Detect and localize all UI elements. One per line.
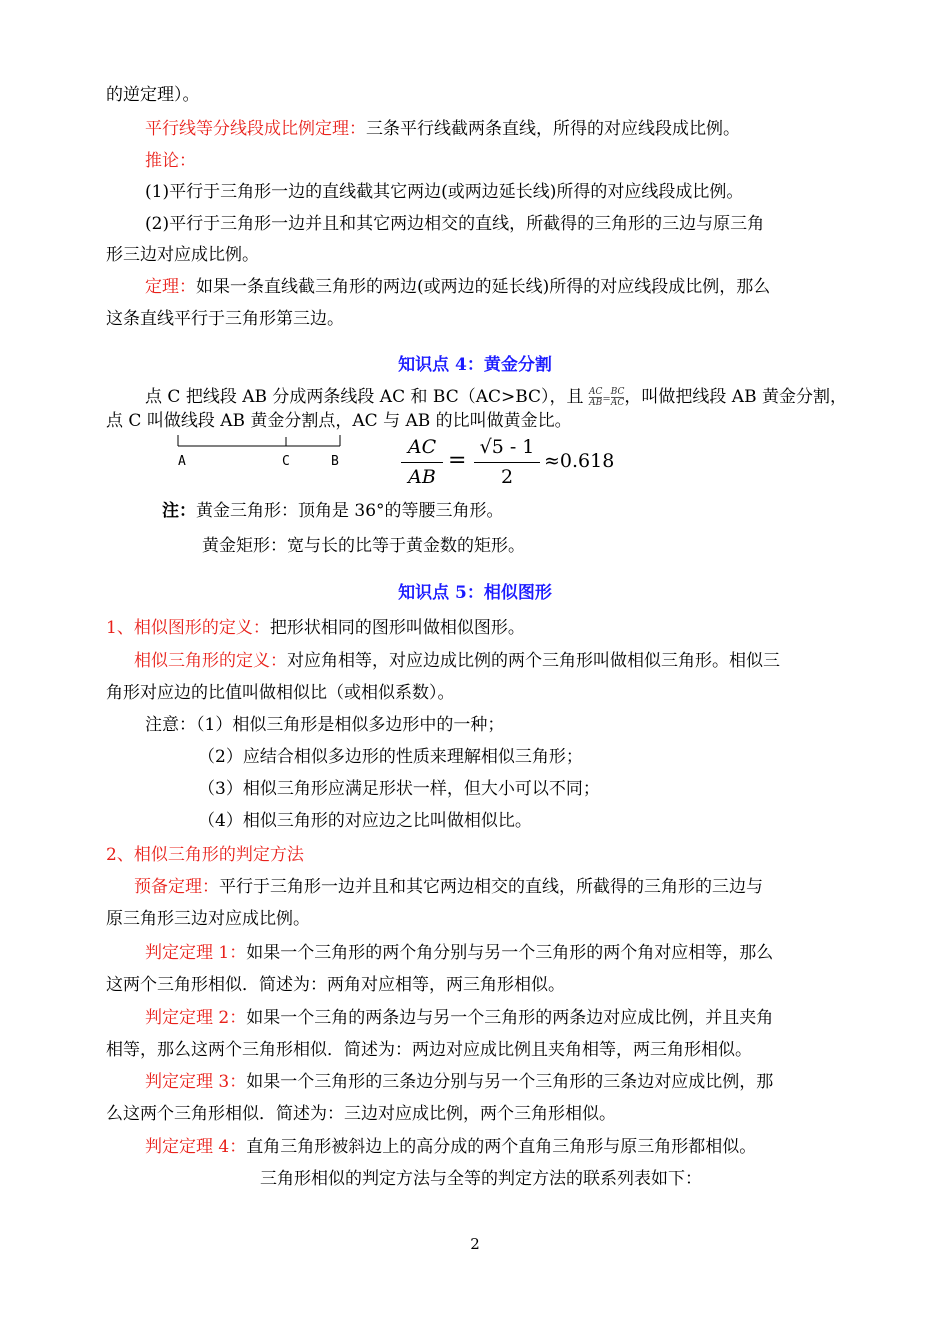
note-item: （3）相似三角形应满足形状一样，但大小可以不同； bbox=[198, 779, 600, 799]
term-label: 平行线等分线段成比例定理： bbox=[145, 119, 366, 139]
definition-line bbox=[106, 617, 525, 639]
term-text: 如果一个三角形的两个角分别与另一个三角形的两个角对应相等，那么 bbox=[246, 943, 774, 963]
term-text: 如果一个三角形的三条边分别与另一个三角形的三条边对应成比例，那 bbox=[246, 1072, 774, 1092]
formula-rnum: √5 - 1 bbox=[479, 436, 535, 458]
note-line: 黄金矩形：宽与长的比等于黄金数的矩形。 bbox=[202, 536, 525, 556]
mini-fraction-left bbox=[589, 387, 602, 408]
point-label-a: A bbox=[178, 454, 186, 469]
subsection-heading: 2、相似三角形的判定方法 bbox=[106, 845, 304, 865]
text-line: 这条直线平行于三角形第三边。 bbox=[106, 309, 344, 329]
formula-num: AC bbox=[407, 436, 437, 458]
note-line bbox=[162, 500, 504, 522]
theorem-line bbox=[145, 276, 770, 298]
note-item: 注意：（1）相似三角形是相似多边形中的一种； bbox=[145, 715, 505, 735]
theorem-line bbox=[145, 942, 773, 964]
term-text: 如果一条直线截三角形的两边(或两边的延长线)所得的对应线段成比例，那么 bbox=[196, 277, 771, 297]
page-number: 2 bbox=[470, 1235, 480, 1253]
text-span: 点 C 把线段 AB 分成两条线段 AC 和 BC（AC>BC），且 bbox=[145, 387, 584, 407]
mini-fraction-right bbox=[611, 387, 625, 408]
fraction-bar bbox=[401, 462, 443, 463]
text-line: 形三边对应成比例。 bbox=[106, 245, 259, 265]
term-text: 三条平行线截两条直线，所得的对应线段成比例。 bbox=[366, 119, 740, 139]
note-label: 注： bbox=[162, 501, 196, 521]
term-label: 定理： bbox=[145, 277, 196, 297]
point-label-b: B bbox=[331, 454, 339, 469]
text-line: (1)平行于三角形一边的直线截其它两边(或两边延长线)所得的对应线段成比例。 bbox=[145, 182, 744, 202]
text-line: (2)平行于三角形一边并且和其它两边相交的直线，所截得的三角形的三边与原三角 bbox=[145, 214, 765, 234]
golden-ratio-definition bbox=[145, 386, 847, 411]
text-line: 角形对应边的比值叫做相似比（或相似系数）。 bbox=[106, 683, 455, 703]
mini-den: AB bbox=[589, 398, 603, 408]
formula-den: AB bbox=[408, 466, 436, 488]
mini-num: BC bbox=[610, 387, 625, 397]
theorem-line bbox=[134, 876, 763, 898]
term-label: 判定定理 4： bbox=[145, 1137, 247, 1157]
term-label: 预备定理： bbox=[134, 877, 219, 897]
line-segment-diagram bbox=[176, 432, 346, 450]
term-label: 判定定理 3： bbox=[145, 1072, 247, 1092]
term-text: 平行于三角形一边并且和其它两边相交的直线，所截得的三角形的三边与 bbox=[219, 877, 763, 897]
note-item: （2）应结合相似多边形的性质来理解相似三角形； bbox=[198, 747, 583, 767]
term-label: 1、相似图形的定义： bbox=[106, 618, 270, 638]
theorem-line bbox=[145, 1007, 773, 1029]
mini-den: AC bbox=[610, 398, 625, 408]
section-heading: 知识点 5：相似图形 bbox=[398, 583, 552, 603]
text-span: ，叫做把线段 AB 黄金分割， bbox=[624, 387, 847, 407]
corollary-label: 推论： bbox=[145, 151, 196, 171]
point-label-c: C bbox=[282, 454, 290, 469]
formula-approx: ≈0.618 bbox=[544, 450, 615, 472]
section-heading: 知识点 4：黄金分割 bbox=[398, 355, 552, 375]
term-label: 相似三角形的定义： bbox=[134, 651, 287, 671]
term-text: 对应角相等，对应边成比例的两个三角形叫做相似三角形。相似三 bbox=[287, 651, 780, 671]
text-line: 的逆定理）。 bbox=[106, 85, 200, 105]
mini-eq: = bbox=[602, 394, 611, 405]
formula-eq: = bbox=[448, 448, 467, 473]
text-line: 这两个三角形相似．简述为：两角对应相等，两三角形相似。 bbox=[106, 975, 565, 995]
text-line: 原三角形三边对应成比例。 bbox=[106, 909, 310, 929]
term-text: 直角三角形被斜边上的高分成的两个直角三角形与原三角形都相似。 bbox=[246, 1137, 757, 1157]
text-line: 么这两个三角形相似．简述为：三边对应成比例，两个三角形相似。 bbox=[106, 1104, 616, 1124]
theorem-line bbox=[145, 1071, 773, 1093]
term-label: 判定定理 1： bbox=[145, 943, 247, 963]
term-text: 如果一个三角的两条边与另一个三角形的两条边对应成比例，并且夹角 bbox=[246, 1008, 774, 1028]
table-intro: 三角形相似的判定方法与全等的判定方法的联系列表如下： bbox=[260, 1169, 702, 1189]
definition-line bbox=[134, 650, 780, 672]
term-text: 把形状相同的图形叫做相似图形。 bbox=[269, 618, 525, 638]
text-line: 点 C 叫做线段 AB 黄金分割点，AC 与 AB 的比叫做黄金比。 bbox=[106, 411, 572, 431]
formula-rden: 2 bbox=[500, 466, 514, 488]
term-label: 判定定理 2： bbox=[145, 1008, 247, 1028]
fraction-bar bbox=[474, 462, 540, 463]
text-line: 相等，那么这两个三角形相似．简述为：两边对应成比例且夹角相等，两三角形相似。 bbox=[106, 1040, 752, 1060]
theorem-line bbox=[145, 1136, 756, 1158]
note-text: 黄金三角形：顶角是 36°的等腰三角形。 bbox=[196, 501, 504, 521]
mini-num: AC bbox=[588, 387, 603, 397]
theorem-line bbox=[145, 118, 740, 140]
note-item: （4）相似三角形的对应边之比叫做相似比。 bbox=[198, 811, 532, 831]
